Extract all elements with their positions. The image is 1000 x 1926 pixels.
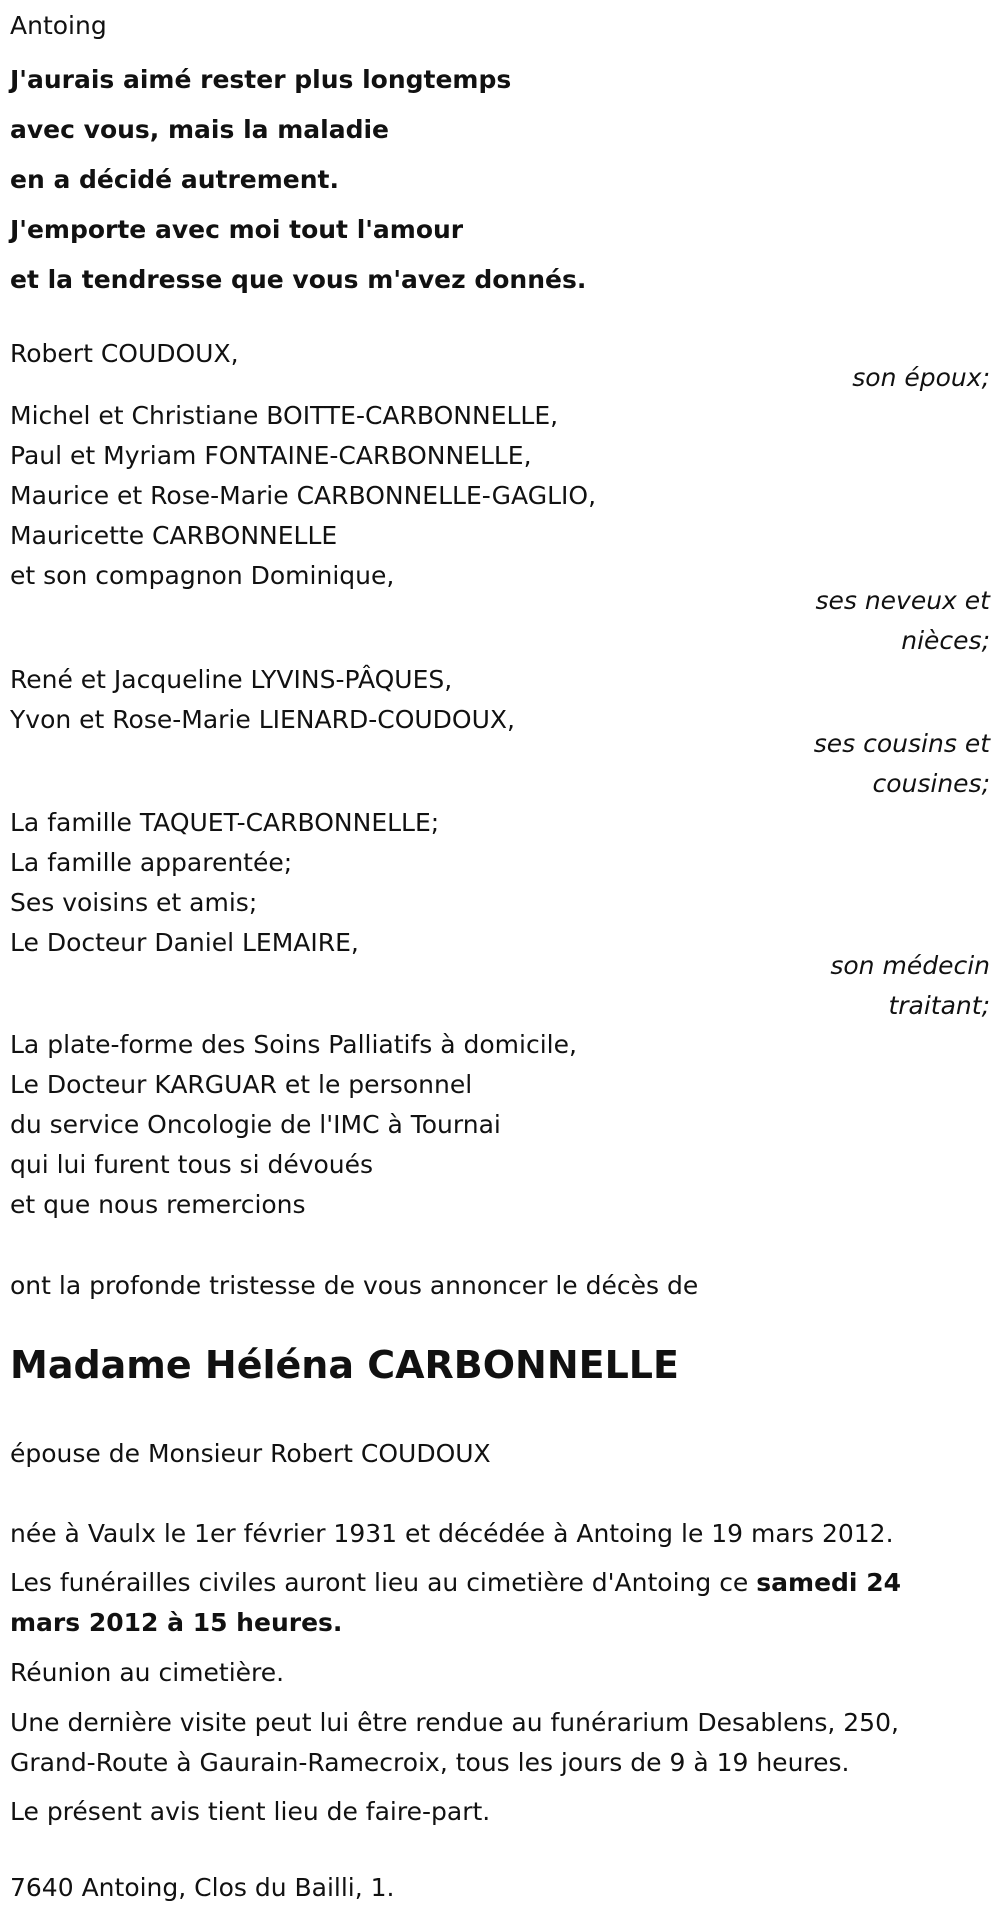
city-heading: Antoing	[10, 11, 107, 40]
notice: Le présent avis tient lieu de faire-part.	[10, 1797, 491, 1826]
spouse-block	[10, 334, 239, 374]
birth-death: née à Vaulx le 1er février 1931 et décédée à Antoing le 19 mars 2012.	[10, 1519, 894, 1548]
poem-line: en a décidé autrement.	[10, 165, 339, 194]
poem-line: avec vous, mais la maladie	[10, 115, 389, 144]
relative-line: Michel et Christiane BOITTE-CARBONNELLE,	[10, 401, 559, 430]
care-line: qui lui furent tous si dévoués	[10, 1150, 374, 1179]
cousins-role	[770, 724, 990, 804]
relative-line: La famille apparentée;	[10, 848, 293, 877]
nephews-role	[770, 581, 990, 661]
relative-line: Maurice et Rose-Marie CARBONNELLE-GAGLIO,	[10, 481, 597, 510]
nephews-block	[10, 396, 596, 596]
spouse-role	[770, 358, 990, 398]
relative-line: Le Docteur Daniel LEMAIRE,	[10, 928, 359, 957]
poem-line: et la tendresse que vous m'avez donnés.	[10, 265, 587, 294]
relative-line: et son compagnon Dominique,	[10, 561, 395, 590]
deceased-name: Madame Héléna CARBONNELLE	[10, 1343, 679, 1387]
address: 7640 Antoing, Clos du Bailli, 1.	[10, 1873, 395, 1902]
meeting-info: Réunion au cimetière.	[10, 1658, 285, 1687]
funeral-text: Les funérailles civiles auront lieu au cimetière d'Antoing ce	[10, 1568, 757, 1597]
role-line: nièces;	[901, 626, 990, 655]
relative-line: Mauricette CARBONNELLE	[10, 521, 338, 550]
funeral-info	[10, 1563, 970, 1643]
relative-line: Ses voisins et amis;	[10, 888, 258, 917]
poem	[10, 55, 586, 305]
spouse-role-text: son époux;	[852, 363, 990, 392]
poem-line: J'aurais aimé rester plus longtemps	[10, 65, 512, 94]
doctor-role	[770, 946, 990, 1026]
care-line: La plate-forme des Soins Palliatifs à domicile,	[10, 1030, 577, 1059]
relative-line: Yvon et Rose-Marie LIENARD-COUDOUX,	[10, 705, 515, 734]
announcement: ont la profonde tristesse de vous annoncer le décès de	[10, 1271, 699, 1300]
spouse-name: Robert COUDOUX,	[10, 339, 239, 368]
role-line: traitant;	[888, 991, 990, 1020]
role-line: cousines;	[872, 769, 990, 798]
relative-line: René et Jacqueline LYVINS-PÂQUES,	[10, 665, 453, 694]
care-block	[10, 1025, 577, 1225]
care-line: Le Docteur KARGUAR et le personnel	[10, 1070, 473, 1099]
role-line: son médecin	[830, 951, 990, 980]
role-line: ses neveux et	[815, 586, 990, 615]
relative-line: La famille TAQUET-CARBONNELLE;	[10, 808, 440, 837]
care-line: et que nous remercions	[10, 1190, 306, 1219]
care-line: du service Oncologie de l'IMC à Tournai	[10, 1110, 501, 1139]
cousins-block	[10, 660, 515, 740]
poem-line: J'emporte avec moi tout l'amour	[10, 215, 464, 244]
funeral-date: samedi 24 mars 2012 à 15 heures.	[10, 1568, 901, 1637]
spouse-of: épouse de Monsieur Robert COUDOUX	[10, 1439, 491, 1468]
relative-line: Paul et Myriam FONTAINE-CARBONNELLE,	[10, 441, 532, 470]
visit-info: Une dernière visite peut lui être rendue au funérarium Desablens, 250, Grand-Route à Gaurain-Ramecroix, tous les jours de 9 à 19 heures.	[10, 1708, 899, 1777]
family-block	[10, 803, 439, 963]
role-line: ses cousins et	[813, 729, 990, 758]
